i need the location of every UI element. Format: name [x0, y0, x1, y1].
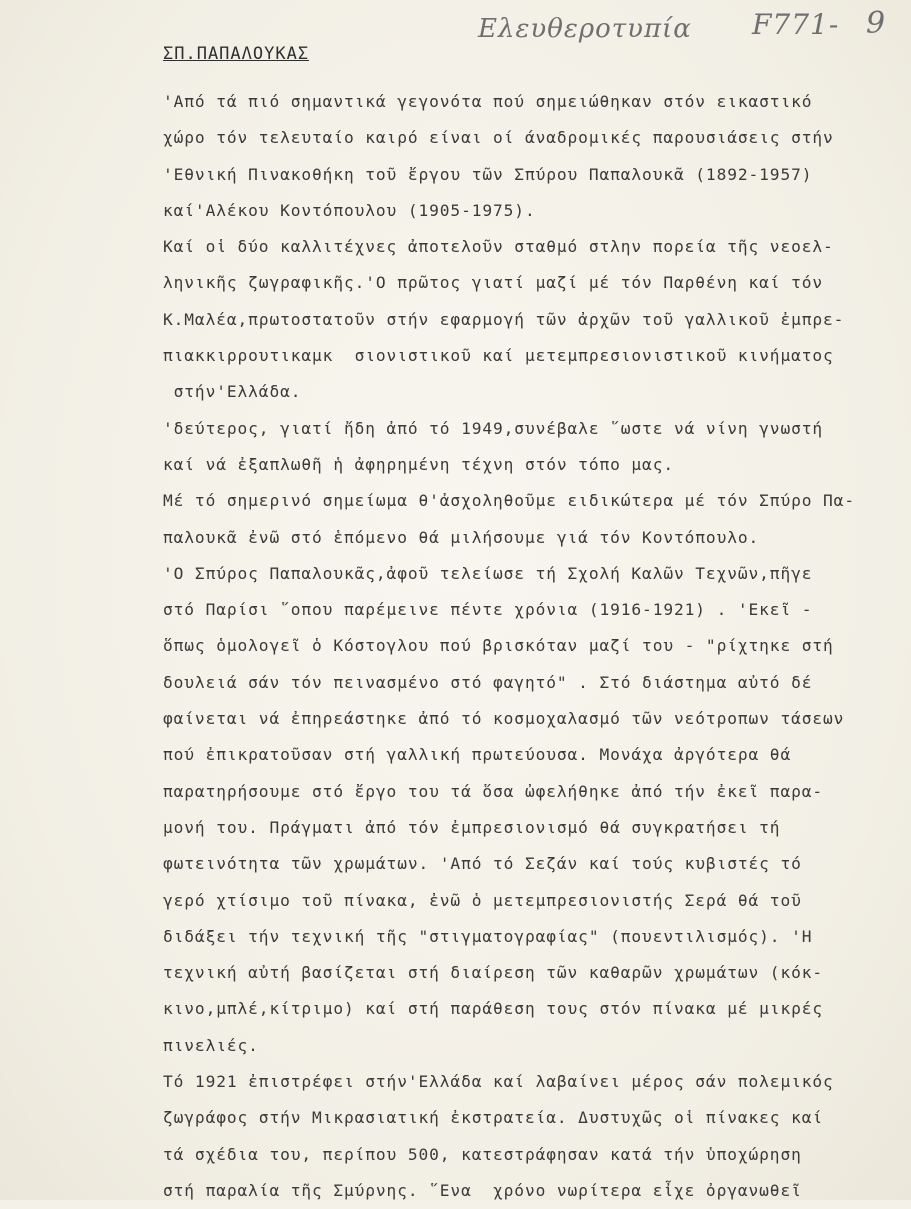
text-line: γερό χτίσιμο τοῦ πίνακα, ἐνῶ ὁ μετεμπρεσιονιστής Σερά θά τοῦ [163, 890, 802, 910]
text-line: Καί οἱ δύο καλλιτέχνες ἀποτελοῦν σταθμό στλην πορεία τῆς νεοελ- [163, 237, 834, 257]
text-line: 'δεύτερος, γιατί ἤδη ἀπό τό 1949,συνέβαλε ῞ωστε νά νίνη γνωστή [163, 418, 824, 438]
author-heading: ΣΠ.ΠΑΠΑΛΟΥΚΑΣ [163, 44, 310, 64]
text-line: στήν'Ελλάδα. [163, 382, 302, 402]
text-line: παλουκᾶ ἐνῶ στό ἑπόμενο θά μιλήσουμε γιά τόν Κοντόπουλο. [163, 527, 760, 547]
text-line: δουλειά σάν τόν πεινασμένο στό φαγητό" . Στό διάστημα αὐτό δέ [163, 672, 813, 692]
text-line: πινελιές. [163, 1035, 259, 1055]
handwritten-page-number: 9 [866, 6, 886, 41]
text-line: τεχνική αὐτή βασίζεται στή διαίρεση τῶν καθαρῶν χρωμάτων (κόκ- [163, 963, 824, 983]
text-line: διδάξει τήν τεχνική τῆς "στιγματογραφίας" (πουεντιλισμός). 'Η [163, 926, 813, 946]
text-line: κινο,μπλέ,κίτριμο) καί στή παράθεση τους στόν πίνακα μέ μικρές [163, 999, 824, 1019]
text-line: στή παραλία τῆς Σμύρνης. ῞Ενα χρόνο νωρίτερα εἶχε ὀργανωθεῖ [163, 1180, 802, 1200]
text-line: φαίνεται νά ἐπηρεάστηκε ἀπό τό κοσμοχαλασμό τῶν νεότροπων τάσεων [163, 709, 845, 729]
text-line: καί νά ἐξαπλωθῆ ἡ ἀφηρημένη τέχνη στόν τόπο μας. [163, 454, 674, 474]
text-line: πού ἐπικρατοῦσαν στή γαλλική πρωτεύουσα. Μονάχα ἀργότερα θά [163, 745, 792, 765]
handwritten-reference-code: F771- [752, 8, 840, 41]
text-line: ληνικῆς ζωγραφικῆς.'Ο πρῶτος γιατί μαζί μέ τόν Παρθένη καί τόν [163, 273, 824, 293]
text-line: φωτεινότητα τῶν χρωμάτων. 'Από τό Σεζάν καί τούς κυβιστές τό [163, 854, 802, 874]
text-line: τά σχέδια του, περίπου 500, κατεστράφησαν κατά τήν ὑποχώρηση [163, 1144, 802, 1164]
text-line: 'Από τά πιό σημαντικά γεγονότα πού σημειώθηκαν στόν εικαστικό [163, 92, 813, 111]
text-line: ὅπως ὁμολογεῖ ὁ Κόστογλου πού βρισκόταν μαζί του - "ρίχτηκε στή [163, 636, 834, 656]
text-line: πιακκιρρουτικαμκ σιονιστικοῦ καί μετεμπρεσιονιστικοῦ κινήματος [163, 346, 834, 366]
text-line: παρατηρήσουμε στό ἔργο του τά ὅσα ὠφελήθηκε ἀπό τήν ἐκεῖ παρα- [163, 781, 824, 801]
text-line: Κ.Μαλέα,πρωτοστατοῦν στήν εφαρμογή τῶν ἀρχῶν τοῦ γαλλικοῦ ἐμπρε- [163, 309, 845, 329]
text-line: Μέ τό σημερινό σημείωμα θ'ἀσχοληθοῦμε ειδικώτερα μέ τόν Σπύρο Πα- [163, 491, 855, 511]
text-line: Τό 1921 ἐπιστρέφει στήν'Ελλάδα καί λαβαίνει μέρος σάν πολεμικός [163, 1072, 834, 1092]
text-line: μονή του. Πράγματι ἀπό τόν ἐμπρεσιονισμό θά συγκρατήσει τή [163, 817, 781, 837]
text-line: ζωγράφος στήν Μικρασιατική ἐκστρατεία. Δυστυχῶς οἱ πίνακες καί [163, 1108, 824, 1128]
handwritten-newspaper-title: Ελευθεροτυπία [478, 14, 692, 44]
text-line: στό Παρίσι ῞οπου παρέμεινε πέντε χρόνια (1916-1921) . 'Εκεῖ - [163, 600, 813, 620]
text-line: χώρο τόν τελευταίο καιρό είναι οί άναδρομικές παρουσιάσεις στήν [163, 128, 834, 148]
text-line: 'Ο Σπύρος Παπαλουκᾶς,ἀφοῦ τελείωσε τή Σχολή Καλῶν Τεχνῶν,πῆγε [163, 563, 813, 583]
text-line: καί'Αλέκου Κοντόπουλου (1905-1975). [163, 200, 536, 220]
typewritten-body [163, 84, 883, 1209]
text-line: 'Εθνική Πινακοθήκη τοῦ ἔργου τῶν Σπύρου Παπαλουκᾶ (1892-1957) [163, 164, 813, 184]
